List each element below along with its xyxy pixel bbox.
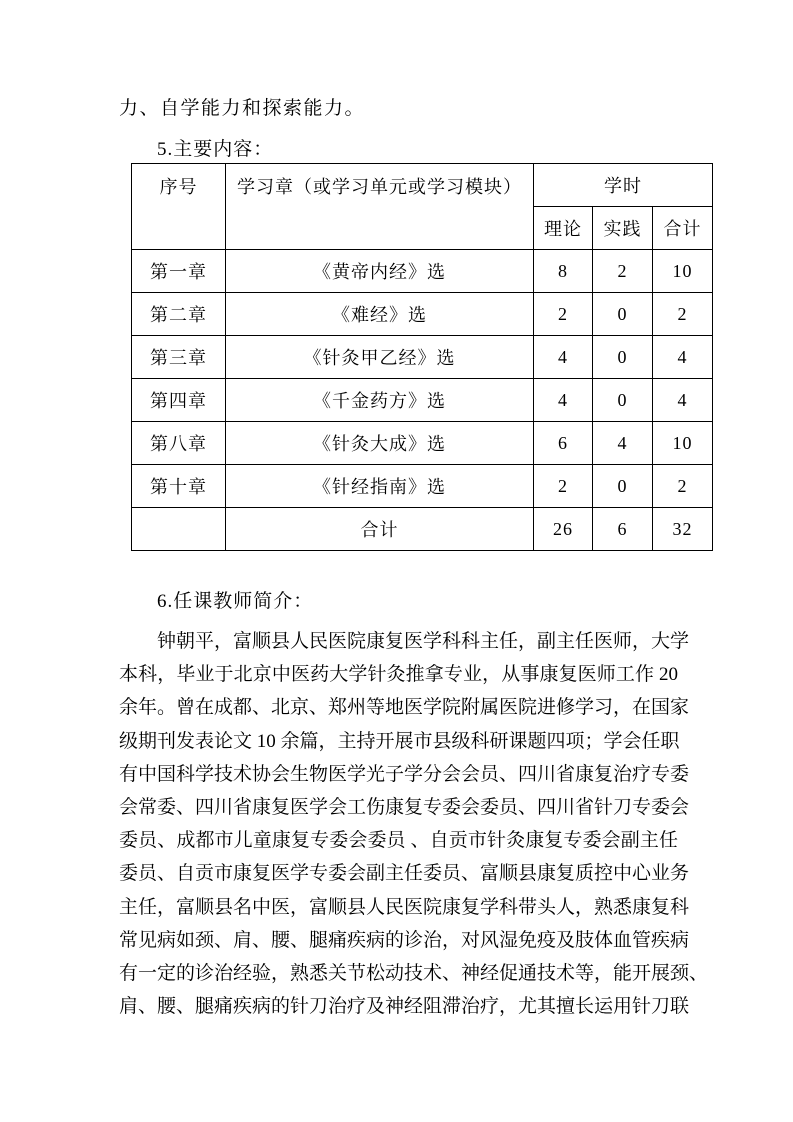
table-cell: 2 <box>534 293 593 336</box>
table-cell: 6 <box>593 508 653 551</box>
paragraph-line: 有一定的诊治经验，熟悉关节松动技术、神经促通技术等，能开展颈、 <box>119 962 709 984</box>
table-body <box>132 250 713 551</box>
table-cell: 2 <box>534 465 593 508</box>
table-cell: 4 <box>593 422 653 465</box>
col-header-practice: 实践 <box>593 207 653 250</box>
table-cell: 《难经》选 <box>226 293 534 336</box>
table-cell: 第三章 <box>132 336 226 379</box>
table-cell: 《针灸甲乙经》选 <box>226 336 534 379</box>
table-cell: 2 <box>593 250 653 293</box>
table-cell: 第十章 <box>132 465 226 508</box>
table-cell: 第一章 <box>132 250 226 293</box>
table-cell: 《针经指南》选 <box>226 465 534 508</box>
table-cell: 0 <box>593 336 653 379</box>
paragraph-line: 会常委、四川省康复医学会工伤康复专委会委员、四川省针刀专委会 <box>119 796 690 818</box>
table-cell: 2 <box>653 293 713 336</box>
table-cell: 10 <box>653 422 713 465</box>
col-header-hours: 学时 <box>534 164 713 207</box>
table-cell: 0 <box>593 293 653 336</box>
paragraph-line: 委员、自贡市康复医学专委会副主任委员、富顺县康复质控中心业务 <box>119 863 690 885</box>
paragraph-line: 级期刊发表论文 10 余篇，主持开展市县级科研课题四项；学会任职 <box>119 730 680 752</box>
table-cell: 《千金药方》选 <box>226 379 534 422</box>
table-cell: 10 <box>653 250 713 293</box>
col-header-seq: 序号 <box>132 164 226 250</box>
teacher-intro-paragraph <box>119 625 709 1023</box>
paragraph-line: 肩、腰、腿痛疾病的针刀治疗及神经阻滞治疗，尤其擅长运用针刀联 <box>119 996 690 1018</box>
table-cell: 32 <box>653 508 713 551</box>
table-cell: 4 <box>534 336 593 379</box>
table-cell: 合计 <box>226 508 534 551</box>
paragraph-line: 委员、成都市儿童康复专委会委员 、自贡市针灸康复专委会副主任 <box>119 830 678 852</box>
table-cell: 第二章 <box>132 293 226 336</box>
table-cell: 2 <box>653 465 713 508</box>
col-header-total: 合计 <box>653 207 713 250</box>
table-cell: 4 <box>653 379 713 422</box>
table-cell: 4 <box>653 336 713 379</box>
table-cell: 第四章 <box>132 379 226 422</box>
table-row <box>132 508 713 551</box>
table-cell: 0 <box>593 379 653 422</box>
table-header <box>132 164 713 250</box>
col-header-chapter: 学习章（或学习单元或学习模块） <box>226 164 534 250</box>
table-cell: 第八章 <box>132 422 226 465</box>
table-cell: 0 <box>593 465 653 508</box>
paragraph-line: 钟朝平，富顺县人民医院康复医学科科主任，副主任医师，大学 <box>157 631 690 652</box>
paragraph-line: 常见病如颈、肩、腰、腿痛疾病的诊治，对风湿免疫及肢体血管疾病 <box>119 929 690 951</box>
paragraph-line: 有中国科学技术协会生物医学光子学分会会员、四川省康复治疗专委 <box>119 763 690 785</box>
table-row <box>132 422 713 465</box>
table-cell: 26 <box>534 508 593 551</box>
table-cell: 4 <box>534 379 593 422</box>
continuation-text: 力、自学能力和探索能力。 <box>119 98 366 119</box>
col-header-theory: 理论 <box>534 207 593 250</box>
table-cell: 《黄帝内经》选 <box>226 250 534 293</box>
table-cell: 6 <box>534 422 593 465</box>
table-cell <box>132 508 226 551</box>
table-row <box>132 336 713 379</box>
table-row <box>132 250 713 293</box>
section5-heading: 5.主要内容： <box>157 139 274 160</box>
table-row <box>132 379 713 422</box>
paragraph-line: 主任，富顺县名中医，富顺县人民医院康复学科带头人，熟悉康复科 <box>119 896 690 918</box>
table-header-row-1 <box>132 164 713 207</box>
table-cell: 8 <box>534 250 593 293</box>
table-row <box>132 293 713 336</box>
course-content-table <box>131 163 713 551</box>
paragraph-line: 余年。曾在成都、北京、郑州等地医学院附属医院进修学习，在国家 <box>119 697 690 719</box>
paragraph-line: 本科，毕业于北京中医药大学针灸推拿专业，从事康复医师工作 20 <box>119 664 678 686</box>
section6-heading: 6.任课教师简介： <box>157 591 314 612</box>
table-row <box>132 465 713 508</box>
table-cell: 《针灸大成》选 <box>226 422 534 465</box>
